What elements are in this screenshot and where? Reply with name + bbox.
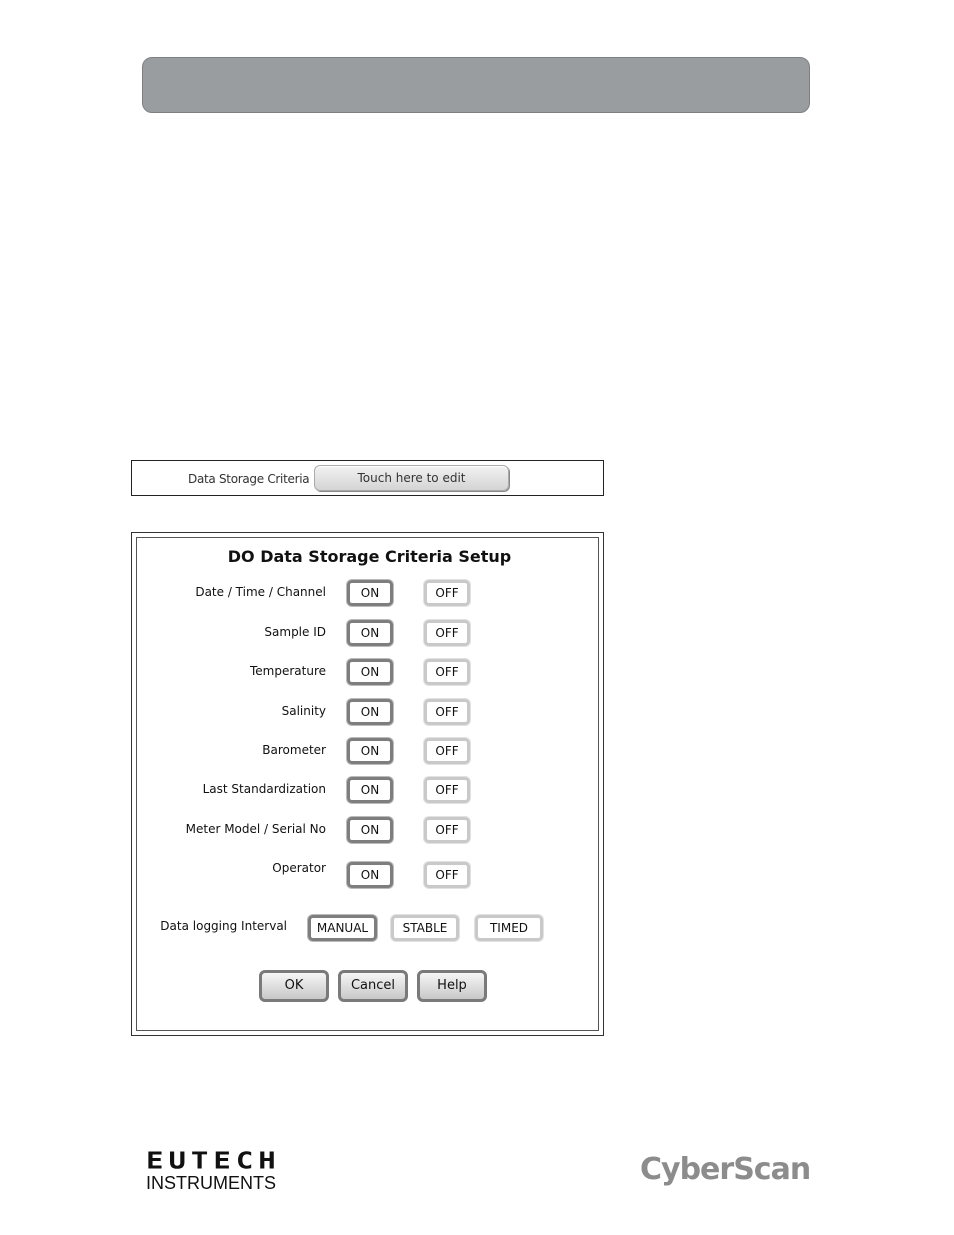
instruments-wordmark: INSTRUMENTS: [146, 1173, 276, 1193]
temperature-off-button[interactable]: OFF: [424, 659, 470, 685]
cyberscan-logo: CyberScan: [640, 1152, 811, 1187]
storage-criteria-dialog: [131, 532, 604, 1036]
row-label-meter-model-serial: Meter Model / Serial No: [185, 822, 326, 836]
salinity-on-button[interactable]: ON: [347, 699, 393, 725]
eutech-instruments-logo: [146, 1146, 281, 1193]
operator-off-button[interactable]: OFF: [424, 862, 470, 888]
meter-model-on-button[interactable]: ON: [347, 817, 393, 843]
dialog-frame: [136, 537, 599, 1031]
date-time-channel-off-button[interactable]: OFF: [424, 580, 470, 606]
row-label-salinity: Salinity: [281, 704, 326, 718]
temperature-on-button[interactable]: ON: [347, 659, 393, 685]
operator-on-button[interactable]: ON: [347, 862, 393, 888]
row-label-temperature: Temperature: [249, 664, 326, 678]
last-standardization-on-button[interactable]: ON: [347, 777, 393, 803]
touch-to-edit-button[interactable]: Touch here to edit: [314, 465, 509, 491]
cancel-button[interactable]: Cancel: [338, 970, 408, 1002]
sample-id-on-button[interactable]: ON: [347, 620, 393, 646]
criteria-label: Data Storage Criteria: [188, 472, 310, 486]
ok-button[interactable]: OK: [259, 970, 329, 1002]
eutech-wordmark: EUTECH: [146, 1146, 281, 1174]
row-label-date-time-channel: Date / Time / Channel: [195, 585, 326, 599]
logging-stable-button[interactable]: STABLE: [391, 915, 459, 941]
logging-timed-button[interactable]: TIMED: [475, 915, 543, 941]
sample-id-off-button[interactable]: OFF: [424, 620, 470, 646]
row-label-sample-id: Sample ID: [264, 625, 326, 639]
last-standardization-off-button[interactable]: OFF: [424, 777, 470, 803]
row-label-barometer: Barometer: [262, 743, 326, 757]
salinity-off-button[interactable]: OFF: [424, 699, 470, 725]
row-label-operator: Operator: [272, 861, 326, 875]
dialog-title: DO Data Storage Criteria Setup: [227, 547, 512, 566]
meter-model-off-button[interactable]: OFF: [424, 817, 470, 843]
row-label-last-standardization: Last Standardization: [202, 782, 326, 796]
barometer-off-button[interactable]: OFF: [424, 738, 470, 764]
data-storage-criteria-strip: [131, 460, 604, 496]
date-time-channel-on-button[interactable]: ON: [347, 580, 393, 606]
help-button[interactable]: Help: [417, 970, 487, 1002]
page-header-bar: [142, 57, 810, 113]
data-logging-interval-label: Data logging Interval: [160, 919, 287, 933]
barometer-on-button[interactable]: ON: [347, 738, 393, 764]
logging-manual-button[interactable]: MANUAL: [308, 915, 377, 941]
